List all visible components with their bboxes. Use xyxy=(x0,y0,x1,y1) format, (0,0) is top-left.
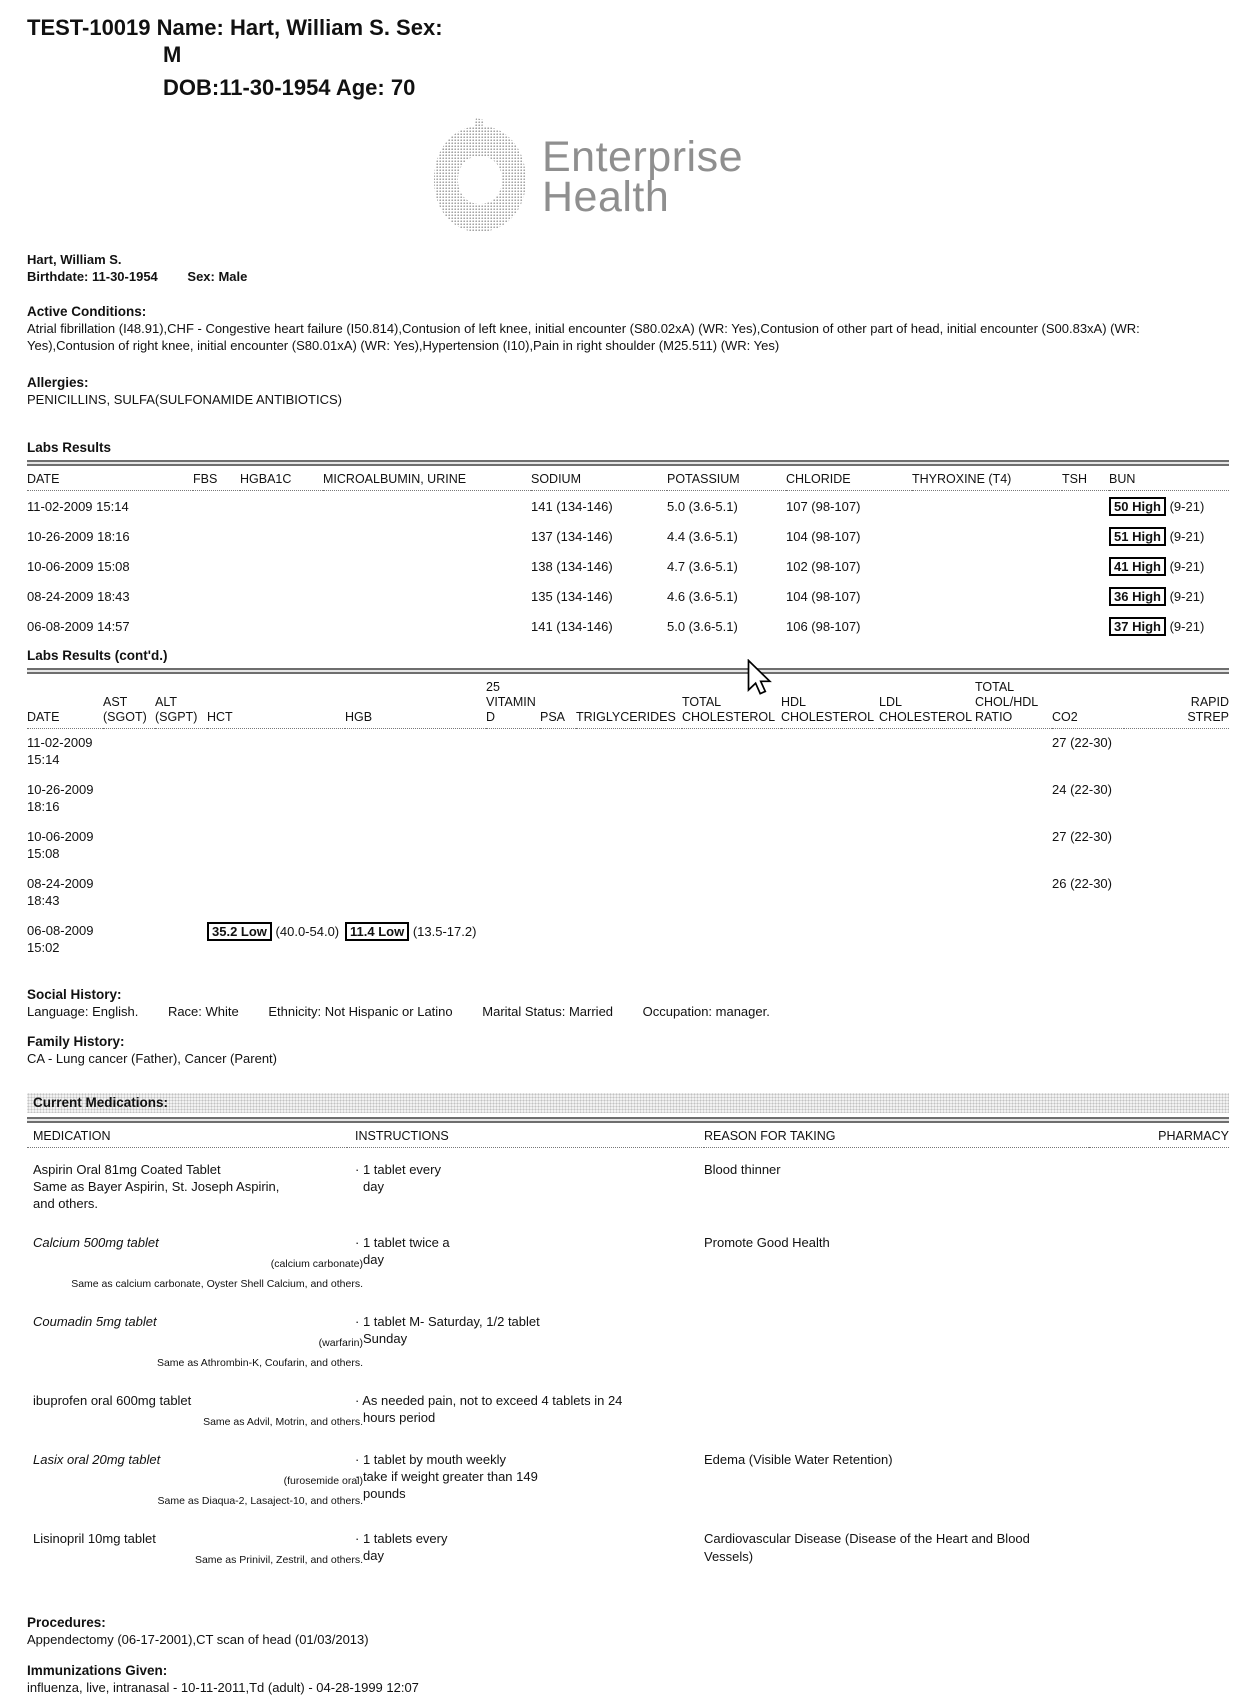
medication-row xyxy=(27,1379,1229,1438)
labs-results-section xyxy=(27,439,1229,641)
lab-chloride: 102 (98-107) xyxy=(786,558,861,574)
medication-row xyxy=(27,1221,1229,1300)
labs-contd-section xyxy=(27,647,1229,964)
bun-range: (9-21) xyxy=(1169,528,1205,544)
instruction-line: · 1 tablet M- Saturday, 1/2 tablet xyxy=(355,1314,540,1329)
col-ldl-cholesterol: LDL CHOLESTEROL xyxy=(879,674,975,729)
labs-contd-row xyxy=(27,917,1229,964)
medication-name-cell xyxy=(27,1148,347,1222)
medication-row xyxy=(27,1300,1229,1379)
logo-word-health: Health xyxy=(542,173,670,221)
labs-row xyxy=(27,581,1229,611)
labs-row xyxy=(27,521,1229,551)
bun-high-flag: 51 High xyxy=(1109,527,1166,546)
instruction-line: · 1 tablet twice a xyxy=(355,1235,450,1250)
labs-contd-row xyxy=(27,776,1229,823)
labs-row xyxy=(27,611,1229,641)
patient-birthdate: Birthdate: 11-30-1954 xyxy=(27,269,158,284)
social-language: Language: English. xyxy=(27,1004,139,1019)
medication-name: Coumadin 5mg tablet xyxy=(33,1314,157,1329)
family-history-heading: Family History: xyxy=(27,1034,125,1049)
medication-pharmacy-cell xyxy=(1089,1300,1229,1379)
medication-row xyxy=(27,1438,1229,1517)
lab-bun xyxy=(1109,581,1229,611)
social-marital-status: Marital Status: Married xyxy=(482,1004,614,1019)
logo-word-enterprise: Enterprise xyxy=(542,133,743,181)
lab-date: 06-08-2009 14:57 xyxy=(27,618,130,634)
bun-high-flag: 50 High xyxy=(1109,497,1166,516)
active-conditions-text: Atrial fibrillation (I48.91),CHF - Congestive heart failure (I50.814),Contusion of left knee, initial encounter (S80.02xA) (WR: Yes),Contusion of other part of head, initial encounter (S00.83xA) (WR: Yes),Contusion of right knee, initial encounter (S80.01xA) (WR: Yes),Hypertension (I10),Pain in right shoulder (M25.511) (WR: Yes) xyxy=(27,321,1140,353)
col-instructions: INSTRUCTIONS xyxy=(347,1123,704,1148)
patient-demographics xyxy=(27,268,1229,285)
col-alt: ALT (SGPT) xyxy=(155,674,207,729)
medication-same-as: Same as Advil, Motrin, and others. xyxy=(203,1416,363,1428)
lab-date: 11-02-2009 15:14 xyxy=(27,498,129,514)
medication-reason: Blood thinner xyxy=(704,1162,781,1177)
medication-pharmacy-cell xyxy=(1089,1517,1229,1576)
medication-same-as: Same as Athrombin-K, Coufarin, and others. xyxy=(156,1357,363,1369)
col-pharmacy: PHARMACY xyxy=(1089,1123,1229,1148)
lab-co2: 27 (22-30) xyxy=(1052,735,1112,750)
family-history-text: CA - Lung cancer (Father), Cancer (Parent) xyxy=(27,1051,277,1066)
lab-hct xyxy=(207,917,345,964)
medication-reason: Promote Good Health xyxy=(704,1235,830,1250)
col-chol-hdl-ratio: TOTAL CHOL/HDL RATIO xyxy=(975,674,1052,729)
col-medication: MEDICATION xyxy=(27,1123,347,1148)
allergies-text: PENICILLINS, SULFA(SULFONAMIDE ANTIBIOTICS) xyxy=(27,392,342,407)
immunizations-heading: Immunizations Given: xyxy=(27,1663,168,1678)
col-tsh: TSH xyxy=(1062,466,1109,491)
medication-instructions-cell xyxy=(347,1148,704,1222)
medication-generic-name: (furosemide oral) xyxy=(283,1475,363,1487)
medication-generic-name: (calcium carbonate) xyxy=(270,1258,363,1270)
medication-same-as: Same as Prinivil, Zestril, and others. xyxy=(194,1554,363,1566)
col-fbs: FBS xyxy=(193,466,240,491)
lab-date: 10-06-2009 15:08 xyxy=(27,829,94,861)
procedures-text: Appendectomy (06-17-2001),CT scan of head (01/03/2013) xyxy=(27,1632,369,1647)
instruction-line: · 1 tablet every xyxy=(355,1162,441,1177)
lab-sodium: 141 (134-146) xyxy=(531,498,613,514)
col-bun: BUN xyxy=(1109,466,1229,491)
lab-potassium: 5.0 (3.6-5.1) xyxy=(667,618,738,634)
col-hgba1c: HGBA1C xyxy=(240,466,323,491)
medication-name: ibuprofen oral 600mg tablet xyxy=(33,1393,192,1408)
medication-name-cell xyxy=(27,1379,363,1438)
bun-range: (9-21) xyxy=(1169,588,1205,604)
labs-contd-row xyxy=(27,729,1229,777)
labs-contd-heading: Labs Results (cont'd.) xyxy=(27,648,168,663)
medication-generic-name: (warfarin) xyxy=(318,1337,363,1349)
instruction-line: day xyxy=(363,1548,384,1563)
medication-name: Lasix oral 20mg tablet xyxy=(33,1452,161,1467)
col-chloride: CHLORIDE xyxy=(786,466,912,491)
medication-same-as: Same as calcium carbonate, Oyster Shell Calcium, and others. xyxy=(71,1278,363,1290)
lab-sodium: 141 (134-146) xyxy=(531,618,613,634)
medication-name-line3: and others. xyxy=(33,1196,99,1211)
col-potassium: POTASSIUM xyxy=(667,466,786,491)
current-medications-section xyxy=(27,1093,1229,1576)
lab-potassium: 4.6 (3.6-5.1) xyxy=(667,588,738,604)
lab-date: 11-02-2009 15:14 xyxy=(27,735,93,767)
labs-results-table xyxy=(27,466,1229,641)
allergies-section xyxy=(27,374,1229,408)
patient-name: Hart, William S. xyxy=(27,252,122,267)
medications-header-row xyxy=(27,1123,1229,1148)
col-hct: HCT xyxy=(207,674,345,729)
col-triglycerides: TRIGLYCERIDES xyxy=(576,674,682,729)
bun-high-flag: 36 High xyxy=(1109,587,1166,606)
medication-reason-cell xyxy=(704,1221,1089,1300)
labs-row xyxy=(27,491,1229,522)
medication-name-cell xyxy=(27,1221,363,1300)
col-microalbumin: MICROALBUMIN, URINE xyxy=(323,466,531,491)
hgb-low-flag: 11.4 Low xyxy=(345,922,409,941)
lab-co2: 27 (22-30) xyxy=(1052,829,1112,844)
hct-low-flag: 35.2 Low xyxy=(207,922,272,941)
instruction-line: · As needed pain, not to exceed 4 tablets in 24 xyxy=(355,1393,623,1408)
enterprise-health-logo-icon xyxy=(430,118,530,236)
labs-contd-table xyxy=(27,674,1229,964)
medication-instructions-cell xyxy=(347,1379,704,1438)
col-co2: CO2 xyxy=(1052,674,1124,729)
lab-bun xyxy=(1109,611,1229,641)
social-ethnicity: Ethnicity: Not Hispanic or Latino xyxy=(268,1004,453,1019)
medication-reason: Cardiovascular Disease (Disease of the Heart and Blood Vessels) xyxy=(704,1531,1030,1564)
lab-chloride: 104 (98-107) xyxy=(786,528,861,544)
medication-row xyxy=(27,1148,1229,1222)
lab-bun xyxy=(1109,521,1229,551)
medication-instructions-cell xyxy=(347,1438,704,1517)
current-medications-heading: Current Medications: xyxy=(27,1093,1229,1113)
social-history-heading: Social History: xyxy=(27,987,122,1002)
medication-instructions-cell xyxy=(347,1221,704,1300)
allergies-heading: Allergies: xyxy=(27,375,89,390)
labs-header-row xyxy=(27,466,1229,491)
bun-high-flag: 37 High xyxy=(1109,617,1166,636)
lab-sodium: 138 (134-146) xyxy=(531,558,613,574)
medication-name: Lisinopril 10mg tablet xyxy=(33,1531,156,1546)
medication-reason-cell xyxy=(704,1517,1089,1576)
enterprise-health-logo xyxy=(430,117,1229,237)
bun-range: (9-21) xyxy=(1169,558,1205,574)
procedures-section xyxy=(27,1614,1229,1648)
col-thyroxine: THYROXINE (T4) xyxy=(912,466,1062,491)
family-history-section xyxy=(27,1033,1229,1067)
labs-contd-row xyxy=(27,870,1229,917)
medication-reason-cell xyxy=(704,1148,1089,1222)
lab-date: 10-26-2009 18:16 xyxy=(27,782,94,814)
medication-instructions-cell xyxy=(347,1517,704,1576)
patient-block xyxy=(27,251,1229,285)
active-conditions-section xyxy=(27,303,1229,354)
immunizations-text: influenza, live, intranasal - 10-11-2011,Td (adult) - 04-28-1999 12:07 xyxy=(27,1680,419,1695)
lab-potassium: 4.4 (3.6-5.1) xyxy=(667,528,738,544)
lab-sodium: 137 (134-146) xyxy=(531,528,613,544)
medication-pharmacy-cell xyxy=(1089,1221,1229,1300)
lab-chloride: 107 (98-107) xyxy=(786,498,861,514)
medication-name-line2: Same as Bayer Aspirin, St. Joseph Aspirin, xyxy=(33,1179,280,1194)
lab-chloride: 104 (98-107) xyxy=(786,588,861,604)
medication-instructions-cell xyxy=(347,1300,704,1379)
col-date: DATE xyxy=(27,466,193,491)
col-reason: REASON FOR TAKING xyxy=(704,1123,1089,1148)
lab-bun xyxy=(1109,491,1229,522)
lab-co2: 24 (22-30) xyxy=(1052,782,1112,797)
medication-same-as: Same as Diaqua-2, Lasaject-10, and others. xyxy=(157,1495,363,1507)
page-title-line1: TEST-10019 Name: Hart, William S. Sex: xyxy=(27,15,443,40)
bun-range: (9-21) xyxy=(1169,618,1205,634)
social-history-section xyxy=(27,986,1229,1020)
report-page xyxy=(27,0,1229,1696)
lab-date: 06-08-2009 15:02 xyxy=(27,923,94,955)
social-occupation: Occupation: manager. xyxy=(642,1004,770,1019)
col-vitamin-d: 25 VITAMIN D xyxy=(486,674,540,729)
lab-date: 10-06-2009 15:08 xyxy=(27,558,130,574)
lab-potassium: 5.0 (3.6-5.1) xyxy=(667,498,738,514)
instruction-line: · 1 tablets every xyxy=(355,1531,448,1546)
medication-reason: Edema (Visible Water Retention) xyxy=(704,1452,893,1467)
lab-hgb xyxy=(345,917,486,964)
lab-co2: 26 (22-30) xyxy=(1052,876,1112,891)
medication-reason-cell xyxy=(704,1438,1089,1517)
labs-contd-header-row xyxy=(27,674,1229,729)
labs-results-heading: Labs Results xyxy=(27,440,112,455)
procedures-heading: Procedures: xyxy=(27,1615,106,1630)
instruction-line: hours period xyxy=(363,1410,436,1425)
col-sodium: SODIUM xyxy=(531,466,667,491)
col-hgb: HGB xyxy=(345,674,486,729)
labs-row xyxy=(27,551,1229,581)
lab-date: 10-26-2009 18:16 xyxy=(27,528,130,544)
col-rapid-strep: RAPID STREP xyxy=(1124,674,1229,729)
patient-sex: Sex: Male xyxy=(187,269,248,284)
medication-name: Aspirin Oral 81mg Coated Tablet xyxy=(33,1162,221,1177)
col-date: DATE xyxy=(27,674,103,729)
page-title xyxy=(27,0,1229,101)
instruction-line: pounds xyxy=(363,1486,406,1501)
medication-name-cell xyxy=(27,1517,363,1576)
mouse-cursor-icon xyxy=(747,659,773,697)
active-conditions-heading: Active Conditions: xyxy=(27,304,147,319)
immunizations-section xyxy=(27,1662,1229,1696)
instruction-line: day xyxy=(363,1252,384,1267)
instruction-line: day xyxy=(363,1179,384,1194)
medication-reason-cell xyxy=(704,1379,1089,1438)
lab-bun xyxy=(1109,551,1229,581)
hgb-range: (13.5-17.2) xyxy=(412,924,477,939)
social-history-text xyxy=(27,1003,1229,1020)
col-hdl-cholesterol: HDL CHOLESTEROL xyxy=(781,674,879,729)
medication-name-cell xyxy=(27,1300,363,1379)
medication-row xyxy=(27,1517,1229,1576)
medication-reason-cell xyxy=(704,1300,1089,1379)
col-ast: AST (SGOT) xyxy=(103,674,155,729)
instruction-line: Sunday xyxy=(363,1331,408,1346)
lab-date: 08-24-2009 18:43 xyxy=(27,876,94,908)
lab-date: 08-24-2009 18:43 xyxy=(27,588,130,604)
medication-name: Calcium 500mg tablet xyxy=(33,1235,159,1250)
col-total-cholesterol: TOTAL CHOLESTEROL xyxy=(682,674,781,729)
medication-pharmacy-cell xyxy=(1089,1379,1229,1438)
hct-range: (40.0-54.0) xyxy=(275,924,340,939)
medication-pharmacy-cell xyxy=(1089,1438,1229,1517)
page-title-sex-value: M xyxy=(163,42,182,67)
labs-contd-row xyxy=(27,823,1229,870)
medication-pharmacy-cell xyxy=(1089,1148,1229,1222)
lab-chloride: 106 (98-107) xyxy=(786,618,861,634)
lab-potassium: 4.7 (3.6-5.1) xyxy=(667,558,738,574)
lab-sodium: 135 (134-146) xyxy=(531,588,613,604)
bun-range: (9-21) xyxy=(1169,498,1205,514)
enterprise-health-logo-text xyxy=(542,133,743,221)
bun-high-flag: 41 High xyxy=(1109,557,1166,576)
col-psa: PSA xyxy=(540,674,576,729)
page-title-dob-age: DOB:11-30-1954 Age: 70 xyxy=(163,75,416,100)
instruction-line: · take if weight greater than 149 xyxy=(355,1469,538,1484)
medications-table xyxy=(27,1123,1229,1576)
medication-name-cell xyxy=(27,1438,363,1517)
social-race: Race: White xyxy=(167,1004,239,1019)
instruction-line: · 1 tablet by mouth weekly xyxy=(355,1452,507,1467)
